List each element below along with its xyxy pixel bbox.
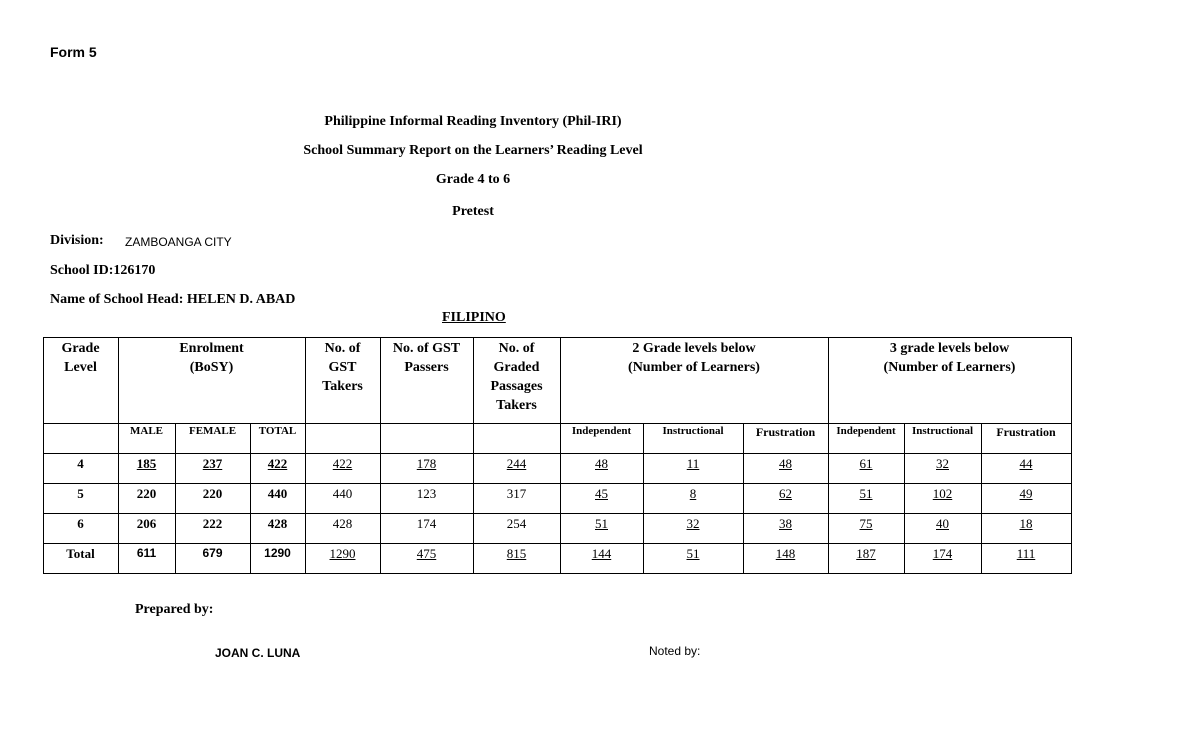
table-cell: 32 <box>936 456 949 471</box>
subheader-two-independent: Independent <box>571 425 632 437</box>
table-cell: 254 <box>506 516 527 531</box>
table-cell: 611 <box>136 546 157 560</box>
table-cell: 1290 <box>264 546 291 560</box>
table-cell: 428 <box>332 516 353 531</box>
table-cell: 51 <box>595 516 608 531</box>
table-cell: Total <box>66 546 95 561</box>
table-cell: 4 <box>77 456 84 471</box>
header-gst-passers: No. of GST Passers <box>392 341 461 375</box>
table-cell: 51 <box>859 486 873 501</box>
preparer-name: JOAN C. LUNA <box>215 646 301 660</box>
report-title: Philippine Informal Reading Inventory (Phil-IRI) <box>324 114 622 129</box>
table-cell: 6 <box>77 516 84 531</box>
header-enrolment: Enrolment (BoSY) <box>179 341 244 375</box>
school-id: School ID:126170 <box>50 263 156 278</box>
table-cell: 185 <box>136 456 157 471</box>
table-cell: 428 <box>267 516 288 531</box>
table-cell: 11 <box>686 456 700 471</box>
table-cell: 102 <box>932 486 953 501</box>
prepared-by-label: Prepared by: <box>135 602 214 617</box>
form-label: Form 5 <box>50 44 97 60</box>
school-head: Name of School Head: HELEN D. ABAD <box>50 292 296 307</box>
table-cell: 48 <box>779 456 792 471</box>
header-graded-passages-takers: No. of Graded Passages Takers <box>490 341 543 413</box>
table-cell: 174 <box>416 516 437 531</box>
table-cell: 40 <box>936 516 949 531</box>
table-cell: 220 <box>202 486 223 501</box>
subheader-female: FEMALE <box>188 425 237 437</box>
grade-range: Grade 4 to 6 <box>435 172 511 187</box>
subheader-three-instructional: Instructional <box>911 425 974 437</box>
table-cell: 1290 <box>329 546 356 561</box>
noted-by-label: Noted by: <box>649 644 701 658</box>
table-cell: 174 <box>932 546 953 561</box>
table-cell: 440 <box>267 486 288 501</box>
table-cell: 440 <box>332 486 353 501</box>
table-cell: 422 <box>332 456 353 471</box>
table-cell: 244 <box>506 456 527 471</box>
table-cell: 111 <box>1016 546 1036 561</box>
table-cell: 475 <box>416 546 437 561</box>
table-cell: 75 <box>859 516 873 531</box>
subheader-male: MALE <box>130 425 163 437</box>
table-cell: 237 <box>202 456 223 471</box>
header-two-grade-levels-below: 2 Grade levels below (Number of Learners) <box>628 341 760 375</box>
table-cell: 144 <box>591 546 612 561</box>
table-cell: 38 <box>779 516 792 531</box>
table-cell: 206 <box>136 516 157 531</box>
table-cell: 61 <box>859 456 873 471</box>
table-cell: 187 <box>856 546 876 561</box>
test-type: Pretest <box>452 204 494 219</box>
header-grade-level: Grade Level <box>61 341 100 375</box>
table-cell: 5 <box>77 486 84 501</box>
table-cell: 62 <box>779 486 792 501</box>
table-cell: 8 <box>689 486 697 501</box>
table-cell: 178 <box>416 456 437 471</box>
subheader-two-instructional: Instructional <box>662 425 724 437</box>
table-cell: 220 <box>136 486 157 501</box>
table-cell: 148 <box>775 546 796 561</box>
subheader-two-frustration: Frustration <box>755 425 816 439</box>
table-cell: 51 <box>686 546 700 561</box>
subheader-three-frustration: Frustration <box>996 425 1056 439</box>
division-label: Division: <box>50 233 104 248</box>
table-cell: 222 <box>202 516 223 531</box>
table-cell: 123 <box>416 486 437 501</box>
table-cell: 44 <box>1019 456 1033 471</box>
table-cell: 45 <box>595 486 608 501</box>
table-cell: 32 <box>686 516 700 531</box>
table-cell: 422 <box>267 456 288 471</box>
header-gst-takers: No. of GST Takers <box>322 341 363 394</box>
subheader-three-independent: Independent <box>836 425 896 437</box>
table-cell: 317 <box>506 486 527 501</box>
table-cell: 18 <box>1019 516 1033 531</box>
subject-title: FILIPINO <box>442 310 506 325</box>
subheader-total: TOTAL <box>258 425 297 437</box>
table-cell: 815 <box>506 546 527 561</box>
table-cell: 48 <box>595 456 608 471</box>
report-subtitle: School Summary Report on the Learners’ Reading Level <box>303 143 643 158</box>
table-cell: 49 <box>1019 486 1033 501</box>
table-cell: 679 <box>202 546 223 560</box>
division-value: ZAMBOANGA CITY <box>125 235 232 249</box>
header-three-grade-levels-below: 3 grade levels below (Number of Learners) <box>883 341 1016 375</box>
